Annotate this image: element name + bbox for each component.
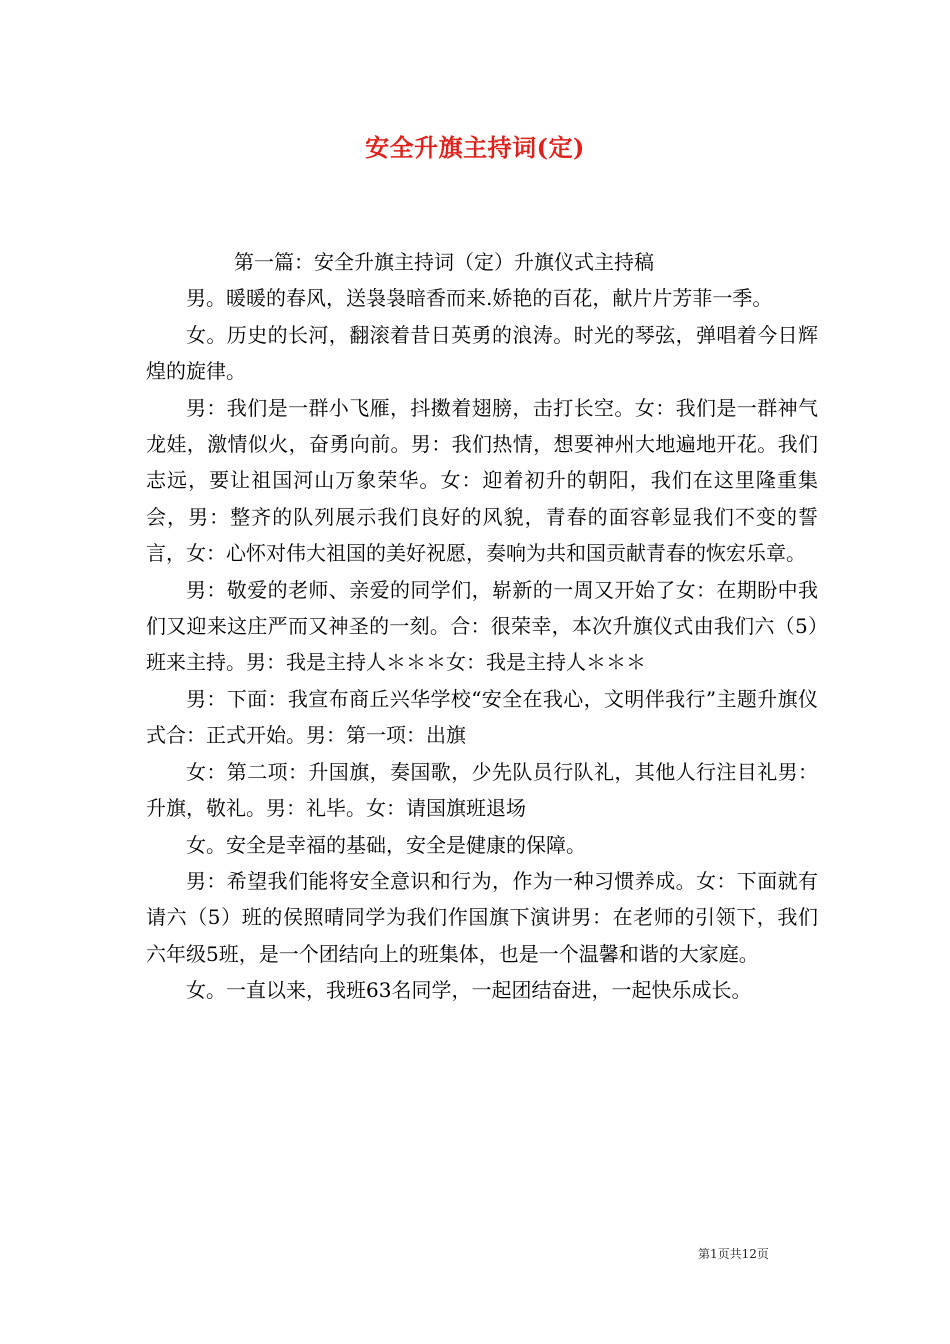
paragraph: 女。安全是幸福的基础，安全是健康的保障。 — [186, 832, 586, 857]
page-number: 第1页共12页 — [698, 1247, 769, 1261]
paragraph: 女。一直以来，我班63名同学，一起团结奋进，一起快乐成长。 — [186, 978, 752, 1003]
paragraph: 男：敬爱的老师、亲爱的同学们，崭新的一周又开始了女：在期盼中我们又迎来这庄严而又神圣的一刻。合：很荣幸，本次升旗仪式由我们六（5）班来主持。男：我是主持人＊＊＊女：我是主持人＊＊＊ — [146, 577, 818, 675]
paragraph: 女：第二项：升国旗，奏国歌，少先队员行队礼，其他人行注目礼男：升旗，敬礼。男：礼毕。女：请国旗班退场 — [146, 759, 818, 821]
paragraph: 男。暖暖的春风，送袅袅暗香而来.娇艳的百花，献片片芳菲一季。 — [186, 286, 773, 311]
paragraph: 男：希望我们能将安全意识和行为，作为一种习惯养成。女：下面就有请六（5）班的侯照晴同学为我们作国旗下演讲男：在老师的引领下，我们六年级5班，是一个团结向上的班集体，也是一个温馨和谐的大家庭。 — [146, 868, 818, 966]
document-subtitle: 第一篇：安全升旗主持词（定）升旗仪式主持稿 — [234, 250, 654, 274]
paragraph: 男：下面：我宣布商丘兴华学校“安全在我心，文明伴我行”主题升旗仪式合：正式开始。男：第一项：出旗 — [146, 686, 818, 748]
paragraph: 男：我们是一群小飞雁，抖擞着翅膀，击打长空。女：我们是一群神气龙娃，激情似火，奋勇向前。男：我们热情，想要神州大地遍地开花。我们志远，要让祖国河山万象荣华。女：迎着初升的朝阳，我们在这里隆重集会，男：整齐的队列展示我们良好的风貌，青春的面容彰显我们不变的誓言，女：心怀对伟大祖国的美好祝愿，奏响为共和国贡献青春的恢宏乐章。 — [146, 395, 818, 566]
document-title: 安全升旗主持词(定) — [365, 133, 585, 162]
paragraph: 女。历史的长河，翻滚着昔日英勇的浪涛。时光的琴弦，弹唱着今日辉煌的旋律。 — [146, 322, 818, 384]
document-body — [146, 244, 818, 1009]
